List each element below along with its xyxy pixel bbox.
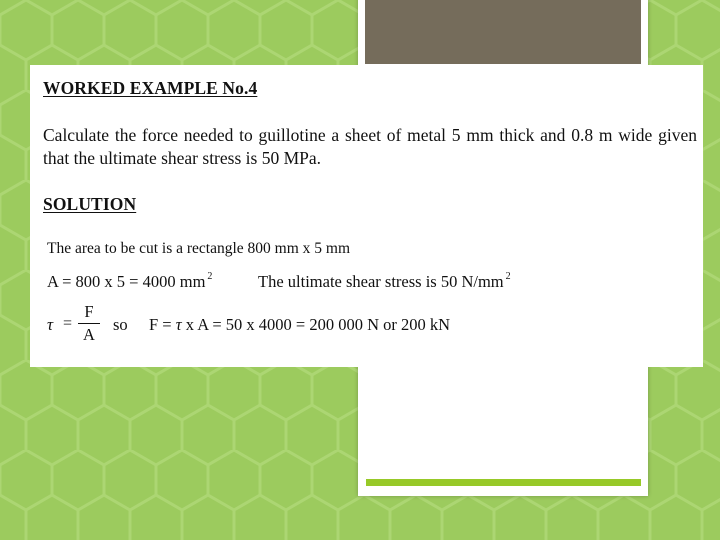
- result-calculation: x A = 50 x 4000 = 200 000 N or 200 kN: [181, 315, 451, 334]
- area-equation-text: A = 800 x 5 = 4000 mm: [47, 272, 206, 291]
- so-word: so: [113, 315, 128, 334]
- stress-text: The ultimate shear stress is 50 N/mm: [258, 272, 504, 291]
- tau-symbol: τ: [47, 315, 54, 334]
- equals-sign: =: [63, 315, 73, 332]
- stress-statement: [258, 272, 511, 292]
- area-description: The area to be cut is a rectangle 800 mm x 5 mm: [47, 240, 351, 257]
- result-prefix: F =: [149, 315, 176, 334]
- problem-statement: Calculate the force needed to guillotine a sheet of metal 5 mm thick and 0.8 m wide given that the ultimate shear stress is 50 MPa.: [43, 125, 697, 168]
- force-result: [149, 315, 450, 335]
- stress-fraction: [78, 302, 100, 345]
- fraction-denominator: A: [83, 325, 95, 344]
- result-tau: τ: [175, 315, 182, 334]
- area-exponent: 2: [207, 271, 213, 282]
- side-panel-header: [365, 0, 641, 64]
- stress-exponent: 2: [505, 271, 511, 282]
- solution-heading: SOLUTION: [43, 194, 137, 214]
- example-title: WORKED EXAMPLE No.4: [43, 78, 258, 98]
- content-card: [30, 65, 703, 367]
- fraction-numerator: F: [84, 302, 94, 321]
- side-panel-accent-bar: [366, 479, 641, 486]
- area-equation: [47, 272, 212, 292]
- fraction-bar: [78, 323, 100, 324]
